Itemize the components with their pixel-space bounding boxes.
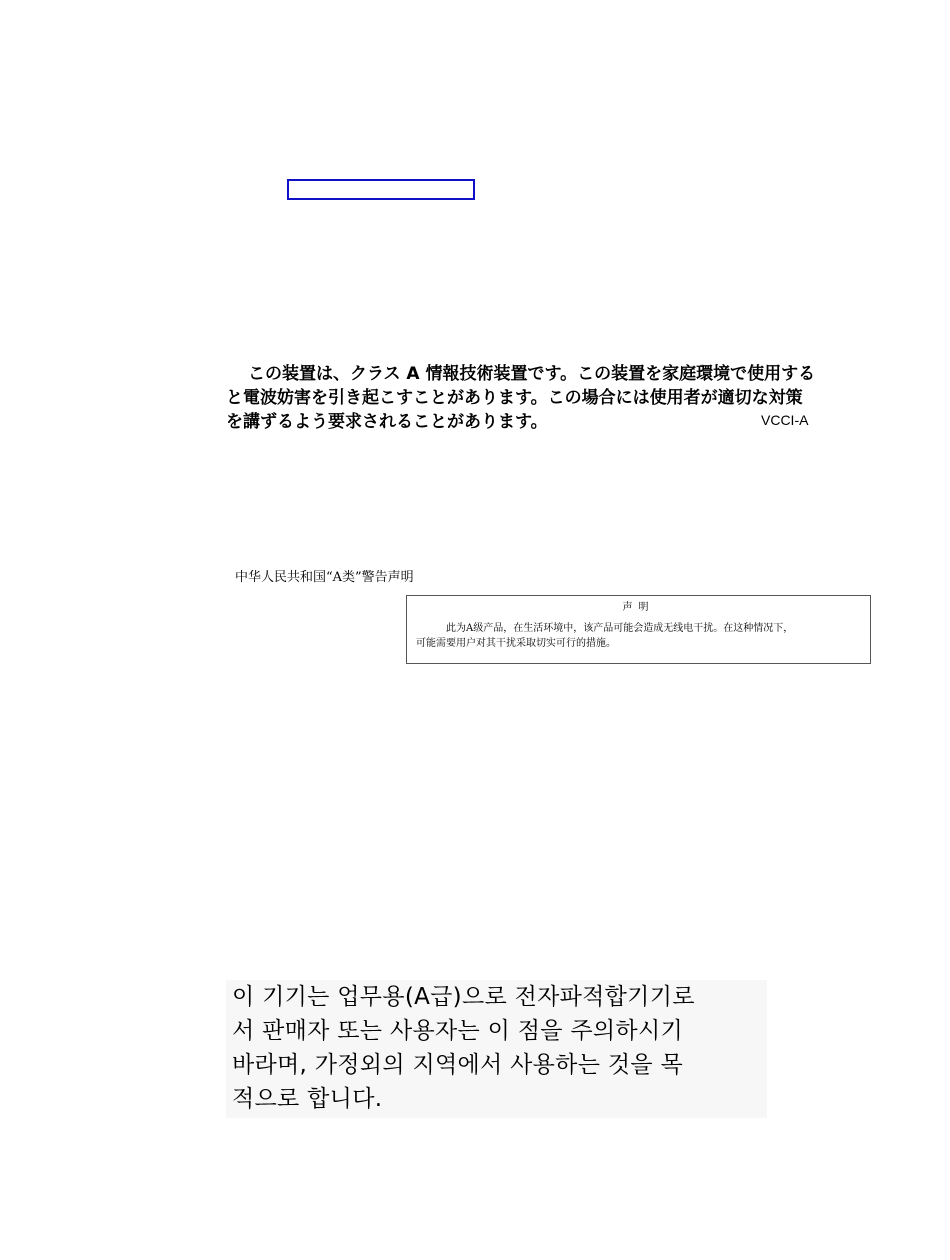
chinese-statement-box [406,595,871,664]
link-box[interactable] [287,179,475,200]
korean-notice-line: 적으로 합니다. [232,1086,383,1112]
chinese-statement-body [416,621,864,651]
japanese-notice-line: この装置は、クラス A 情報技術装置です。この装置を家庭環境で使用する [248,364,816,384]
vcci-a-label: VCCI-A [761,412,809,428]
korean-notice [226,980,767,1118]
korean-notice-line: 바라며, 가정외의 지역에서 사용하는 것을 목 [232,1052,683,1078]
japanese-notice-line: を講ずるよう要求されることがあります。 [226,412,548,432]
chinese-statement-title: 声明 [622,602,655,613]
japanese-notice-line: と電波妨害を引き起こすことがあります。この場合には使用者が適切な対策 [226,388,803,408]
chinese-notice-heading: 中华人民共和国“A类”警告声明 [235,570,414,585]
chinese-statement-line: 此为A级产品，在生活环境中，该产品可能会造成无线电干扰。在这种情况下， [446,623,794,634]
korean-notice-line: 서 판매자 또는 사용자는 이 점을 주의하시기 [232,1018,683,1044]
korean-notice-line: 이 기기는 업무용(A급)으로 전자파적합기기로 [232,984,695,1010]
chinese-statement-line: 可能需要用户对其干扰采取切实可行的措施。 [416,638,616,649]
